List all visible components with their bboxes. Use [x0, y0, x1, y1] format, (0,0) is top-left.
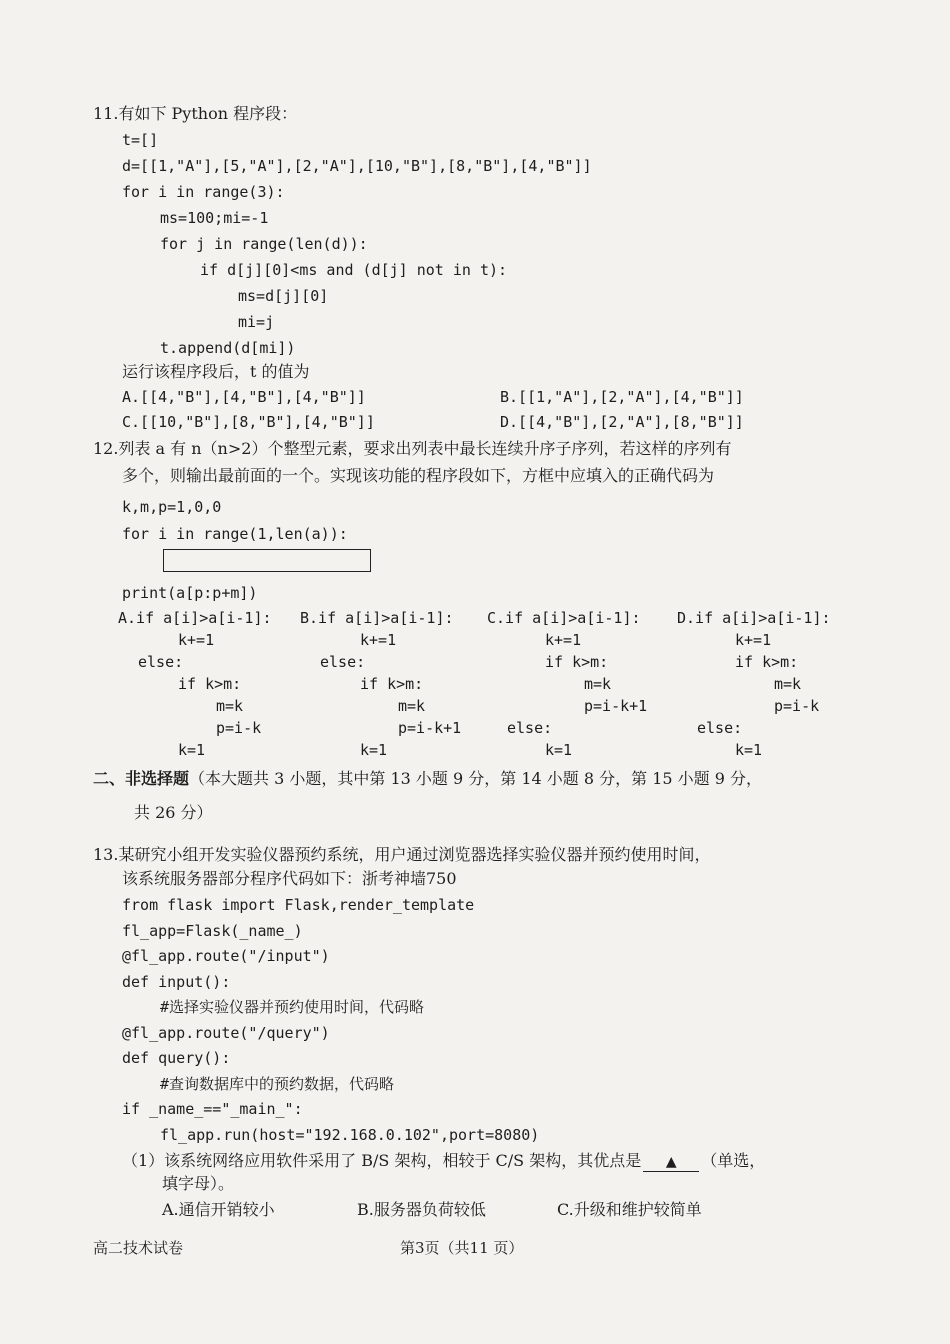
q13-sub1-option-b[interactable]: B.服务器负荷较低: [357, 1200, 486, 1219]
q11-code-line-1: t=[]: [122, 131, 159, 149]
q11-code-line-5: for j in range(len(d)):: [160, 235, 368, 253]
q12-option-c-line: m=k: [584, 675, 612, 693]
q13-sub1-option-a[interactable]: A.通信开销较小: [162, 1200, 275, 1219]
q12-option-a[interactable]: A.if a[i]>a[i-1]:: [118, 609, 272, 627]
q13-sub1-text-post: （单选，: [701, 1151, 766, 1170]
q12-stem-line-1: 12.列表 a 有 n（n>2）个整型元素，要求出列表中最长连续升序子序列，若这样的序列有: [93, 439, 732, 458]
q11-option-b[interactable]: B.[[1,"A"],[2,"A"],[4,"B"]]: [500, 388, 744, 406]
q12-stem-line-2: 多个，则输出最前面的一个。实现该功能的程序段如下，方框中应填入的正确代码为: [122, 466, 715, 485]
q11-code-line-6: if d[j][0]<ms and (d[j] not in t):: [200, 261, 508, 279]
q12-option-c-line: else:: [507, 719, 553, 737]
q12-option-a-line: else:: [138, 653, 184, 671]
q12-option-d-line: else:: [697, 719, 743, 737]
q13-code-line-8: #查询数据库中的预约数据，代码略: [160, 1075, 395, 1093]
q13-code-line-5: #选择实验仪器并预约使用时间，代码略: [160, 998, 425, 1016]
q11-option-a[interactable]: A.[[4,"B"],[4,"B"],[4,"B"]]: [122, 388, 366, 406]
answer-box[interactable]: [163, 549, 371, 572]
q12-option-b-line: if k>m:: [360, 675, 424, 693]
q13-code-line-1: from flask import Flask,render_template: [122, 896, 475, 914]
q11-code-line-3: for i in range(3):: [122, 183, 285, 201]
q13-sub1-line-1: [122, 1151, 765, 1172]
q12-option-c-line: k=1: [545, 741, 573, 759]
q13-code-line-9: if _name_=="_main_":: [122, 1100, 303, 1118]
q12-option-c[interactable]: C.if a[i]>a[i-1]:: [487, 609, 641, 627]
q11-stem: 11.有如下 Python 程序段：: [93, 104, 298, 123]
q12-option-d-line: k+=1: [735, 631, 772, 649]
q12-code-line-2: for i in range(1,len(a)):: [122, 525, 348, 543]
footer-page-number: 第3页（共11 页）: [400, 1239, 524, 1257]
q11-code-line-9: t.append(d[mi]): [160, 339, 296, 357]
q13-code-line-6: @fl_app.route("/query"): [122, 1024, 330, 1042]
q11-code-line-2: d=[[1,"A"],[5,"A"],[2,"A"],[10,"B"],[8,"B"],[4,"B"]]: [122, 157, 592, 175]
q11-code-line-8: mi=j: [238, 313, 275, 331]
q13-stem-line-2: 该系统服务器部分程序代码如下：浙考神墙750: [122, 869, 457, 888]
q12-option-b[interactable]: B.if a[i]>a[i-1]:: [300, 609, 454, 627]
q12-option-a-line: p=i-k: [216, 719, 262, 737]
q13-code-line-7: def query():: [122, 1049, 231, 1067]
q12-option-b-line: else:: [320, 653, 366, 671]
q11-option-c[interactable]: C.[[10,"B"],[8,"B"],[4,"B"]]: [122, 413, 375, 431]
q12-option-b-line: m=k: [398, 697, 426, 715]
q11-option-d[interactable]: D.[[4,"B"],[2,"A"],[8,"B"]]: [500, 413, 744, 431]
q13-sub1-line-2: 填字母）。: [162, 1174, 235, 1193]
q12-option-d[interactable]: D.if a[i]>a[i-1]:: [677, 609, 831, 627]
q13-code-line-3: @fl_app.route("/input"): [122, 947, 330, 965]
q12-option-a-line: if k>m:: [178, 675, 242, 693]
triangle-icon: ▲: [665, 1154, 677, 1170]
q12-option-b-line: p=i-k+1: [398, 719, 462, 737]
q12-option-c-line: k+=1: [545, 631, 582, 649]
q11-code-line-4: ms=100;mi=-1: [160, 209, 269, 227]
q12-option-d-line: k=1: [735, 741, 763, 759]
q13-code-line-10: fl_app.run(host="192.168.0.102",port=8080): [160, 1126, 540, 1144]
q13-code-line-2: fl_app=Flask(_name_): [122, 922, 303, 940]
q12-option-a-line: k=1: [178, 741, 206, 759]
q12-option-c-line: p=i-k+1: [584, 697, 648, 715]
q13-stem-line-1: 13.某研究小组开发实验仪器预约系统，用户通过浏览器选择实验仪器并预约使用时间，: [93, 845, 711, 864]
q13-code-line-4: def input():: [122, 973, 231, 991]
answer-blank[interactable]: [643, 1152, 699, 1172]
section-2-heading-line: [93, 769, 762, 789]
section-2-heading: 二、非选择题: [93, 769, 190, 788]
section-2-desc-line-2: 共 26 分）: [134, 803, 213, 822]
q12-option-c-line: if k>m:: [545, 653, 609, 671]
q12-code-line-3: print(a[p:p+m]): [122, 584, 258, 602]
q11-code-line-7: ms=d[j][0]: [238, 287, 329, 305]
q11-question: 运行该程序段后，t 的值为: [122, 362, 310, 381]
q12-option-b-line: k+=1: [360, 631, 397, 649]
q12-option-b-line: k=1: [360, 741, 388, 759]
q12-option-a-line: m=k: [216, 697, 244, 715]
q12-option-a-line: k+=1: [178, 631, 215, 649]
q12-code-line-1: k,m,p=1,0,0: [122, 498, 222, 516]
q12-option-d-line: m=k: [774, 675, 802, 693]
footer-left: 高二技术试卷: [93, 1239, 184, 1257]
q12-option-d-line: if k>m:: [735, 653, 799, 671]
q12-option-d-line: p=i-k: [774, 697, 820, 715]
q13-sub1-option-c[interactable]: C.升级和维护较简单: [557, 1200, 702, 1219]
section-2-desc: （本大题共 3 小题，其中第 13 小题 9 分，第 14 小题 8 分，第 15 小题 9 分，: [189, 769, 763, 788]
q13-sub1-text: （1）该系统网络应用软件采用了 B/S 架构，相较于 C/S 架构，其优点是: [122, 1151, 642, 1170]
